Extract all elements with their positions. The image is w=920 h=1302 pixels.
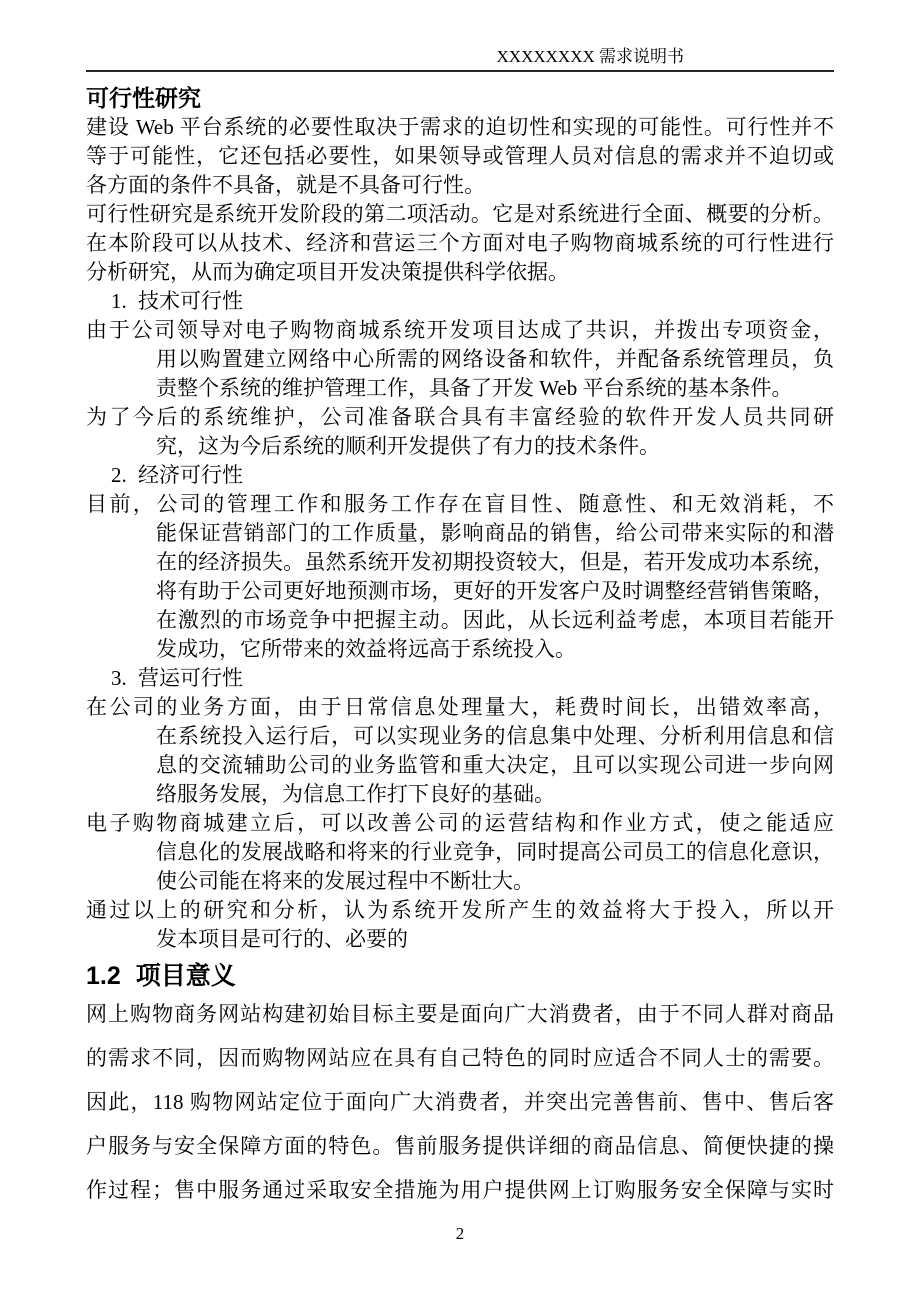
page-number: 2 [455, 1224, 465, 1243]
text-line: 分析研究，从而为确定项目开发决策提供科学依据。 [86, 260, 569, 284]
text-line: 的需求不同，因而购物网站应在具有自己特色的同时应适合不同人士的需要。 [86, 1046, 834, 1070]
text-line: 通过以上的研究和分析，认为系统开发所产生的效益将大于投入，所以开 [86, 898, 834, 922]
page-title: 可行性研究 [86, 85, 201, 111]
text-line: 在的经济损失。虽然系统开发初期投资较大，但是，若开发成功本系统， [156, 550, 834, 574]
text-line: 建设 Web 平台系统的必要性取决于需求的迫切性和实现的可能性。可行性并不 [86, 115, 834, 139]
section-heading-1-2: 1.2 项目意义 [86, 962, 236, 990]
numbered-item: 1. 技术可行性 [111, 289, 243, 313]
text-line: 将有助于公司更好地预测市场，更好的开发客户及时调整经营销售策略， [156, 579, 834, 603]
text-line: 目前，公司的管理工作和服务工作存在盲目性、随意性、和无效消耗，不 [86, 492, 834, 516]
text-line: 发本项目是可行的、必要的 [156, 927, 408, 951]
numbered-item: 3. 营运可行性 [111, 666, 243, 690]
page-header [86, 0, 834, 72]
text-line: 由于公司领导对电子购物商城系统开发项目达成了共识，并拨出专项资金， [86, 318, 834, 342]
text-line: 各方面的条件不具备，就是不具备可行性。 [86, 173, 485, 197]
text-line: 电子购物商城建立后，可以改善公司的运营结构和作业方式，使之能适应 [86, 811, 834, 835]
text-line: 究，这为今后系统的顺利开发提供了有力的技术条件。 [156, 434, 660, 458]
text-line: 等于可能性，它还包括必要性，如果领导或管理人员对信息的需求并不迫切或 [86, 144, 834, 168]
project-significance-section [86, 992, 834, 1212]
text-line: 用以购置建立网络中心所需的网络设备和软件，并配备系统管理员，负 [156, 347, 834, 371]
text-line: 在系统投入运行后，可以实现业务的信息集中处理、分析利用信息和信 [156, 724, 834, 748]
page-footer [86, 1222, 834, 1246]
text-line: 发成功，它所带来的效益将远高于系统投入。 [156, 637, 576, 661]
text-line: 可行性研究是系统开发阶段的第二项活动。它是对系统进行全面、概要的分析。 [86, 202, 834, 226]
text-line: 在公司的业务方面，由于日常信息处理量大，耗费时间长，出错效率高， [86, 695, 834, 719]
text-line: 网上购物商务网站构建初始目标主要是面向广大消费者，由于不同人群对商品 [86, 1002, 834, 1026]
numbered-item: 2. 经济可行性 [111, 463, 243, 487]
text-line: 在本阶段可以从技术、经济和营运三个方面对电子购物商城系统的可行性进行 [86, 231, 834, 255]
feasibility-section [86, 113, 834, 954]
text-line: 作过程；售中服务通过采取安全措施为用户提供网上订购服务安全保障与实时 [86, 1178, 834, 1202]
text-line: 息的交流辅助公司的业务监管和重大决定，且可以实现公司进一步向网 [156, 753, 834, 777]
header-title: XXXXXXXX 需求说明书 [496, 47, 684, 66]
text-line: 使公司能在将来的发展过程中不断壮大。 [156, 869, 534, 893]
text-line: 责整个系统的维护管理工作，具备了开发 Web 平台系统的基本条件。 [156, 376, 793, 400]
text-line: 为了今后的系统维护，公司准备联合具有丰富经验的软件开发人员共同研 [86, 405, 834, 429]
text-line: 在激烈的市场竞争中把握主动。因此，从长远利益考虑，本项目若能开 [156, 608, 834, 632]
text-line: 因此，118 购物网站定位于面向广大消费者，并突出完善售前、售中、售后客 [86, 1090, 834, 1114]
text-line: 信息化的发展战略和将来的行业竞争，同时提高公司员工的信息化意识， [156, 840, 834, 864]
text-line: 户服务与安全保障方面的特色。售前服务提供详细的商品信息、简便快捷的操 [86, 1134, 834, 1158]
text-line: 络服务发展，为信息工作打下良好的基础。 [156, 782, 555, 806]
text-line: 能保证营销部门的工作质量，影响商品的销售，给公司带来实际的和潜 [156, 521, 834, 545]
